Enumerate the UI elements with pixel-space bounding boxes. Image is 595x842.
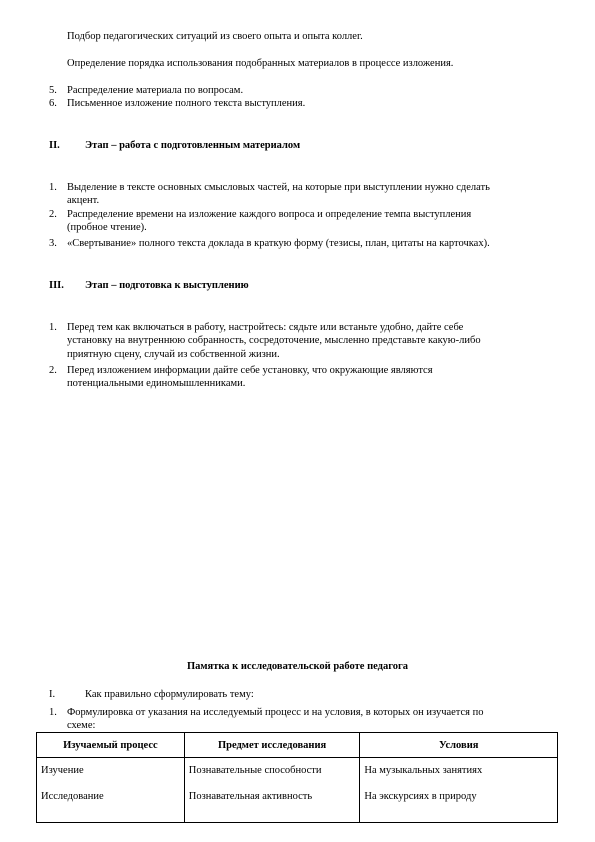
list-number: 2. [49, 365, 57, 376]
list-text-line: Перед тем как включаться в работу, настройтесь: сядьте или встаньте удобно, дайте себе [67, 322, 464, 333]
cell-line: На экскурсиях в природу [364, 791, 477, 802]
section-title: Этап – подготовка к выступлению [85, 280, 249, 291]
cell-line: Исследование [41, 791, 104, 802]
list-text-line: приятную сцену, случай из собственной жизни. [67, 349, 280, 360]
cell-line: На музыкальных занятиях [364, 765, 483, 776]
intro-line-2: Определение порядка использования подобранных материалов в процессе изложения. [67, 58, 454, 69]
list-number: 1. [49, 182, 57, 193]
list-text: Распределение материала по вопросам. [67, 85, 244, 96]
list-text-line: потенциальными единомышленниками. [67, 378, 246, 389]
table-header-row [37, 733, 558, 758]
list-text: Письменное изложение полного текста выступления. [67, 98, 306, 109]
table-header-cell: Предмет исследования [184, 733, 360, 758]
list-text-line: установку на внутреннюю собранность, сосредоточение, мысленно представьте какую-либо [67, 335, 481, 346]
list-number: 5. [49, 85, 57, 96]
table-cell [184, 758, 360, 823]
section-number: III. [49, 280, 64, 291]
topic-scheme-table [36, 732, 558, 823]
table-row [37, 758, 558, 823]
list-text-line: «Свертывание» полного текста доклада в краткую форму (тезисы, план, цитаты на карточках). [67, 238, 490, 249]
list-number: 1. [49, 322, 57, 333]
table-header-cell: Условия [360, 733, 558, 758]
list-text-line: (пробное чтение). [67, 222, 147, 233]
list-number: 3. [49, 238, 57, 249]
list-text-line: Распределение времени на изложение каждого вопроса и определение темпа выступления [67, 209, 472, 220]
cell-line: Изучение [41, 765, 84, 776]
intro-line-1: Подбор педагогических ситуаций из своего опыта и опыта коллег. [67, 31, 363, 42]
section-title: Этап – работа с подготовленным материалом [85, 140, 301, 151]
list-number: 1. [49, 707, 57, 718]
list-number: 6. [49, 98, 57, 109]
list-text-line: Выделение в тексте основных смысловых частей, на которые при выступлении нужно сделать [67, 182, 490, 193]
list-text-line: Формулировка от указания на исследуемый процесс и на условия, в которых он изучается по [67, 707, 484, 718]
table-cell [37, 758, 185, 823]
section-number: II. [49, 140, 60, 151]
table-cell [360, 758, 558, 823]
memo-title: Памятка к исследовательской работе педагога [186, 661, 408, 672]
list-text-line: схеме: [67, 720, 96, 731]
table-header-cell: Изучаемый процесс [37, 733, 185, 758]
list-text-line: Перед изложением информации дайте себе установку, что окружающие являются [67, 365, 433, 376]
section-text: Как правильно сформулировать тему: [85, 689, 254, 700]
list-text-line: акцент. [67, 195, 100, 206]
list-number: 2. [49, 209, 57, 220]
section-number: I. [49, 689, 56, 700]
cell-line: Познавательные способности [188, 765, 322, 776]
cell-line: Познавательная активность [188, 791, 313, 802]
